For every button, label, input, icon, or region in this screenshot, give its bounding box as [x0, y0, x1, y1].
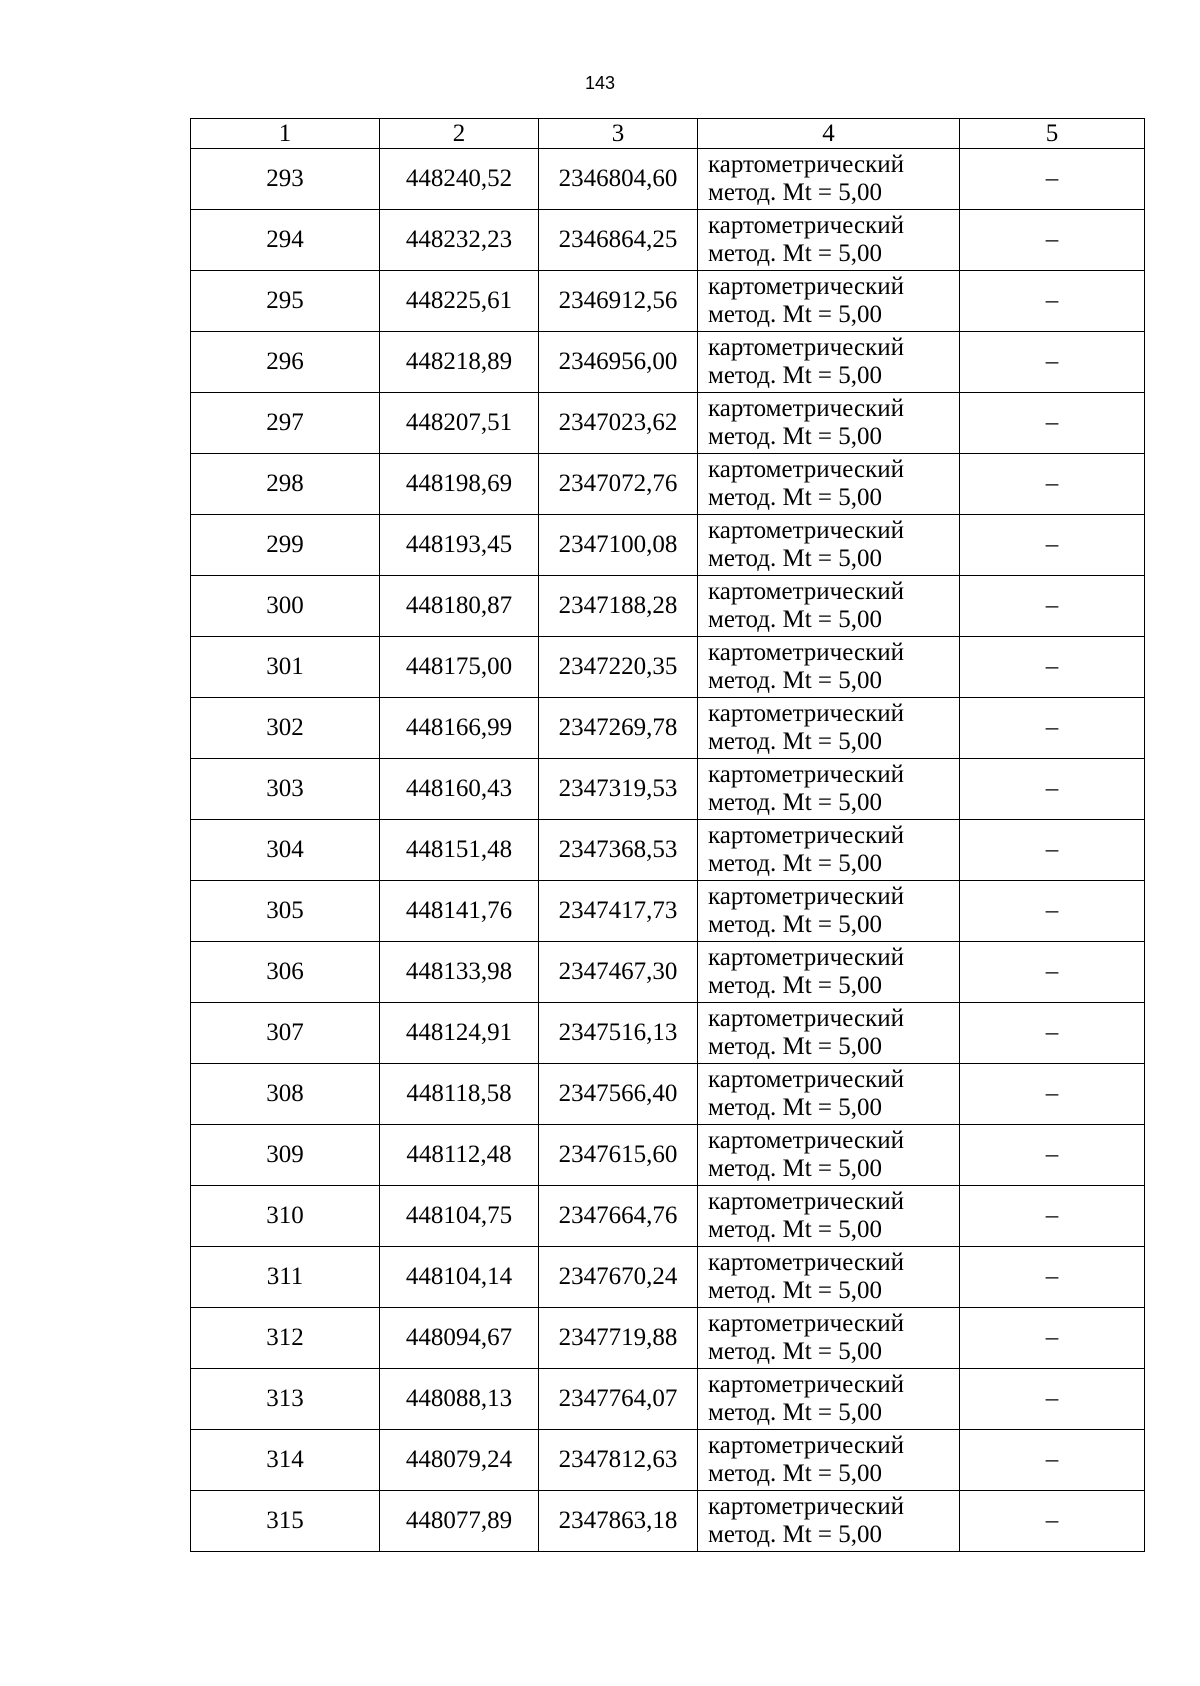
method-line-1: картометрический [708, 1371, 904, 1398]
note-cell: – [960, 1308, 1145, 1369]
method-cell [698, 1308, 960, 1369]
table-row [191, 881, 1145, 942]
y-coordinate-cell: 2347269,78 [539, 698, 698, 759]
table-row [191, 1430, 1145, 1491]
method-line-1: картометрический [708, 1310, 904, 1337]
method-line-2: метод. Mt = 5,00 [708, 301, 883, 328]
note-cell: – [960, 637, 1145, 698]
column-header: 3 [539, 119, 698, 149]
point-number-cell: 306 [191, 942, 380, 1003]
x-coordinate-cell: 448094,67 [380, 1308, 539, 1369]
method-line-2: метод. Mt = 5,00 [708, 1460, 883, 1487]
table-row [191, 149, 1145, 210]
x-coordinate-cell: 448225,61 [380, 271, 539, 332]
x-coordinate-cell: 448118,58 [380, 1064, 539, 1125]
x-coordinate-cell: 448180,87 [380, 576, 539, 637]
method-line-2: метод. Mt = 5,00 [708, 1277, 883, 1304]
point-number-cell: 295 [191, 271, 380, 332]
coordinates-table [190, 118, 1145, 1552]
method-cell [698, 1003, 960, 1064]
method-line-2: метод. Mt = 5,00 [708, 423, 883, 450]
table-row [191, 1186, 1145, 1247]
method-cell [698, 820, 960, 881]
method-cell [698, 1125, 960, 1186]
x-coordinate-cell: 448232,23 [380, 210, 539, 271]
table-row [191, 1003, 1145, 1064]
method-cell [698, 1247, 960, 1308]
x-coordinate-cell: 448112,48 [380, 1125, 539, 1186]
point-number-cell: 296 [191, 332, 380, 393]
x-coordinate-cell: 448198,69 [380, 454, 539, 515]
note-cell: – [960, 1125, 1145, 1186]
note-cell: – [960, 271, 1145, 332]
column-header: 1 [191, 119, 380, 149]
y-coordinate-cell: 2347863,18 [539, 1491, 698, 1552]
point-number-cell: 299 [191, 515, 380, 576]
table-row [191, 1491, 1145, 1552]
note-cell: – [960, 759, 1145, 820]
x-coordinate-cell: 448104,75 [380, 1186, 539, 1247]
note-cell: – [960, 1186, 1145, 1247]
x-coordinate-cell: 448151,48 [380, 820, 539, 881]
method-cell [698, 454, 960, 515]
column-header: 5 [960, 119, 1145, 149]
table-row [191, 1247, 1145, 1308]
y-coordinate-cell: 2347417,73 [539, 881, 698, 942]
method-line-2: метод. Mt = 5,00 [708, 545, 883, 572]
method-line-1: картометрический [708, 761, 904, 788]
point-number-cell: 305 [191, 881, 380, 942]
method-line-1: картометрический [708, 273, 904, 300]
method-line-2: метод. Mt = 5,00 [708, 362, 883, 389]
x-coordinate-cell: 448141,76 [380, 881, 539, 942]
x-coordinate-cell: 448104,14 [380, 1247, 539, 1308]
method-line-2: метод. Mt = 5,00 [708, 789, 883, 816]
point-number-cell: 307 [191, 1003, 380, 1064]
note-cell: – [960, 515, 1145, 576]
point-number-cell: 314 [191, 1430, 380, 1491]
point-number-cell: 298 [191, 454, 380, 515]
point-number-cell: 293 [191, 149, 380, 210]
note-cell: – [960, 576, 1145, 637]
method-cell [698, 149, 960, 210]
method-cell [698, 942, 960, 1003]
point-number-cell: 300 [191, 576, 380, 637]
method-line-1: картометрический [708, 944, 904, 971]
method-line-2: метод. Mt = 5,00 [708, 179, 883, 206]
y-coordinate-cell: 2346864,25 [539, 210, 698, 271]
y-coordinate-cell: 2347615,60 [539, 1125, 698, 1186]
table-row [191, 393, 1145, 454]
y-coordinate-cell: 2347100,08 [539, 515, 698, 576]
y-coordinate-cell: 2347188,28 [539, 576, 698, 637]
y-coordinate-cell: 2347664,76 [539, 1186, 698, 1247]
method-line-1: картометрический [708, 1188, 904, 1215]
y-coordinate-cell: 2347072,76 [539, 454, 698, 515]
table-row [191, 332, 1145, 393]
method-line-2: метод. Mt = 5,00 [708, 1521, 883, 1548]
point-number-cell: 309 [191, 1125, 380, 1186]
method-line-1: картометрический [708, 639, 904, 666]
point-number-cell: 303 [191, 759, 380, 820]
method-cell [698, 637, 960, 698]
note-cell: – [960, 942, 1145, 1003]
method-cell [698, 271, 960, 332]
y-coordinate-cell: 2347719,88 [539, 1308, 698, 1369]
method-line-2: метод. Mt = 5,00 [708, 850, 883, 877]
note-cell: – [960, 1369, 1145, 1430]
x-coordinate-cell: 448079,24 [380, 1430, 539, 1491]
note-cell: – [960, 820, 1145, 881]
note-cell: – [960, 210, 1145, 271]
note-cell: – [960, 332, 1145, 393]
point-number-cell: 302 [191, 698, 380, 759]
method-cell [698, 1064, 960, 1125]
column-header: 2 [380, 119, 539, 149]
x-coordinate-cell: 448133,98 [380, 942, 539, 1003]
x-coordinate-cell: 448077,89 [380, 1491, 539, 1552]
y-coordinate-cell: 2347764,07 [539, 1369, 698, 1430]
method-line-1: картометрический [708, 1066, 904, 1093]
x-coordinate-cell: 448240,52 [380, 149, 539, 210]
y-coordinate-cell: 2347516,13 [539, 1003, 698, 1064]
note-cell: – [960, 149, 1145, 210]
y-coordinate-cell: 2347319,53 [539, 759, 698, 820]
point-number-cell: 310 [191, 1186, 380, 1247]
table-header-row [191, 119, 1145, 149]
method-line-1: картометрический [708, 1127, 904, 1154]
method-cell [698, 1491, 960, 1552]
note-cell: – [960, 1003, 1145, 1064]
method-line-1: картометрический [708, 1493, 904, 1520]
method-line-2: метод. Mt = 5,00 [708, 1338, 883, 1365]
method-line-2: метод. Mt = 5,00 [708, 484, 883, 511]
table-row [191, 454, 1145, 515]
note-cell: – [960, 1247, 1145, 1308]
method-line-1: картометрический [708, 151, 904, 178]
point-number-cell: 315 [191, 1491, 380, 1552]
x-coordinate-cell: 448160,43 [380, 759, 539, 820]
column-header: 4 [698, 119, 960, 149]
table-row [191, 820, 1145, 881]
method-line-2: метод. Mt = 5,00 [708, 972, 883, 999]
y-coordinate-cell: 2347812,63 [539, 1430, 698, 1491]
method-line-2: метод. Mt = 5,00 [708, 911, 883, 938]
note-cell: – [960, 393, 1145, 454]
y-coordinate-cell: 2346804,60 [539, 149, 698, 210]
method-cell [698, 881, 960, 942]
point-number-cell: 304 [191, 820, 380, 881]
x-coordinate-cell: 448175,00 [380, 637, 539, 698]
table-row [191, 1125, 1145, 1186]
table-body [191, 149, 1145, 1552]
table-row [191, 1369, 1145, 1430]
y-coordinate-cell: 2346956,00 [539, 332, 698, 393]
y-coordinate-cell: 2347023,62 [539, 393, 698, 454]
method-cell [698, 393, 960, 454]
method-line-1: картометрический [708, 1432, 904, 1459]
note-cell: – [960, 881, 1145, 942]
method-cell [698, 1369, 960, 1430]
method-line-2: метод. Mt = 5,00 [708, 606, 883, 633]
y-coordinate-cell: 2347220,35 [539, 637, 698, 698]
method-line-1: картометрический [708, 1005, 904, 1032]
method-line-2: метод. Mt = 5,00 [708, 1033, 883, 1060]
note-cell: – [960, 454, 1145, 515]
point-number-cell: 312 [191, 1308, 380, 1369]
y-coordinate-cell: 2347368,53 [539, 820, 698, 881]
table-row [191, 1064, 1145, 1125]
method-line-1: картометрический [708, 1249, 904, 1276]
method-line-2: метод. Mt = 5,00 [708, 1094, 883, 1121]
table-row [191, 210, 1145, 271]
method-line-1: картометрический [708, 883, 904, 910]
method-line-2: метод. Mt = 5,00 [708, 667, 883, 694]
table-row [191, 515, 1145, 576]
x-coordinate-cell: 448166,99 [380, 698, 539, 759]
method-line-1: картометрический [708, 700, 904, 727]
note-cell: – [960, 1064, 1145, 1125]
table-row [191, 576, 1145, 637]
point-number-cell: 297 [191, 393, 380, 454]
x-coordinate-cell: 448207,51 [380, 393, 539, 454]
method-cell [698, 1186, 960, 1247]
table-row [191, 1308, 1145, 1369]
table-row [191, 637, 1145, 698]
method-line-2: метод. Mt = 5,00 [708, 1399, 883, 1426]
table-row [191, 698, 1145, 759]
method-cell [698, 515, 960, 576]
table-row [191, 759, 1145, 820]
method-line-2: метод. Mt = 5,00 [708, 1216, 883, 1243]
x-coordinate-cell: 448088,13 [380, 1369, 539, 1430]
table-row [191, 271, 1145, 332]
point-number-cell: 313 [191, 1369, 380, 1430]
method-line-1: картометрический [708, 212, 904, 239]
method-cell [698, 759, 960, 820]
method-line-1: картометрический [708, 517, 904, 544]
point-number-cell: 294 [191, 210, 380, 271]
x-coordinate-cell: 448193,45 [380, 515, 539, 576]
method-line-2: метод. Mt = 5,00 [708, 1155, 883, 1182]
x-coordinate-cell: 448218,89 [380, 332, 539, 393]
point-number-cell: 311 [191, 1247, 380, 1308]
table-row [191, 942, 1145, 1003]
note-cell: – [960, 698, 1145, 759]
note-cell: – [960, 1430, 1145, 1491]
method-line-1: картометрический [708, 456, 904, 483]
method-cell [698, 576, 960, 637]
y-coordinate-cell: 2347566,40 [539, 1064, 698, 1125]
x-coordinate-cell: 448124,91 [380, 1003, 539, 1064]
point-number-cell: 308 [191, 1064, 380, 1125]
page-number: 143 [584, 73, 616, 93]
method-cell [698, 210, 960, 271]
method-line-1: картометрический [708, 578, 904, 605]
method-cell [698, 698, 960, 759]
method-line-1: картометрический [708, 395, 904, 422]
method-line-1: картометрический [708, 822, 904, 849]
method-line-2: метод. Mt = 5,00 [708, 240, 883, 267]
y-coordinate-cell: 2347467,30 [539, 942, 698, 1003]
method-cell [698, 1430, 960, 1491]
method-cell [698, 332, 960, 393]
note-cell: – [960, 1491, 1145, 1552]
y-coordinate-cell: 2346912,56 [539, 271, 698, 332]
method-line-1: картометрический [708, 334, 904, 361]
point-number-cell: 301 [191, 637, 380, 698]
method-line-2: метод. Mt = 5,00 [708, 728, 883, 755]
y-coordinate-cell: 2347670,24 [539, 1247, 698, 1308]
